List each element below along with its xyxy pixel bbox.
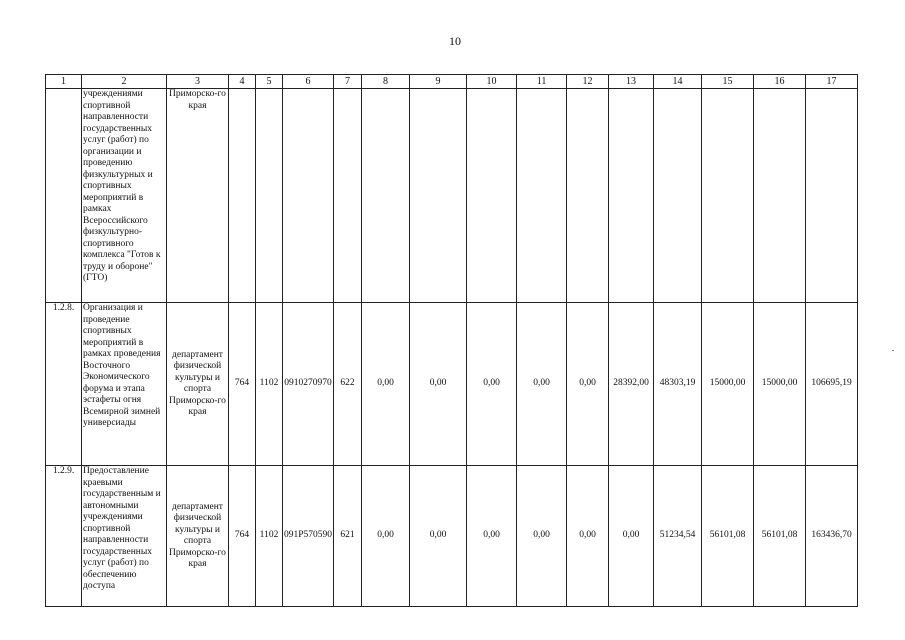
- scan-speck: [892, 350, 894, 351]
- header-cell: 4: [229, 75, 256, 89]
- budget-code-cell: 622: [334, 303, 362, 466]
- amount-cell: [410, 89, 467, 303]
- activity-name: Предоставление краевыми государственным и автономными учреждениями спортивной направленности государственных услуг (работ) по обеспечению доступа: [82, 466, 167, 607]
- header-cell: 9: [410, 75, 467, 89]
- amount-cell: 0,00: [517, 303, 567, 466]
- header-cell: 13: [609, 75, 654, 89]
- amount-cell: 56101,08: [702, 466, 754, 607]
- header-cell: 16: [754, 75, 806, 89]
- header-cell: 15: [702, 75, 754, 89]
- amount-cell: [362, 89, 410, 303]
- table-header-row: [46, 75, 858, 89]
- amount-cell: 56101,08: [754, 466, 806, 607]
- table-row: [46, 89, 858, 303]
- header-cell: 12: [567, 75, 609, 89]
- budget-code-cell: [283, 89, 334, 303]
- header-cell: 5: [256, 75, 283, 89]
- header-cell: 1: [46, 75, 82, 89]
- amount-cell: [609, 89, 654, 303]
- amount-cell: [517, 89, 567, 303]
- budget-table: [45, 74, 858, 607]
- amount-cell: 163436,70: [806, 466, 858, 607]
- amount-cell: [806, 89, 858, 303]
- amount-cell: 106695,19: [806, 303, 858, 466]
- budget-code-cell: [229, 89, 256, 303]
- amount-cell: [654, 89, 702, 303]
- budget-code-cell: 621: [334, 466, 362, 607]
- amount-cell: 0,00: [467, 466, 517, 607]
- header-cell: 8: [362, 75, 410, 89]
- budget-code-cell: [256, 89, 283, 303]
- executor: департамент физической культуры и спорта Приморско-го края: [167, 466, 229, 607]
- amount-cell: 0,00: [609, 466, 654, 607]
- activity-name: учреждениями спортивной направленности государственных услуг (работ) по организации и проведению физкультурных и спортивных мероприятий в рамках Всероссийского физкультурно-спортивного комплекса "Готов к труду и обороне" (ГТО): [82, 89, 167, 303]
- amount-cell: 0,00: [467, 303, 517, 466]
- header-cell: 11: [517, 75, 567, 89]
- budget-code-cell: 1102: [256, 303, 283, 466]
- amount-cell: 0,00: [567, 466, 609, 607]
- row-number: [46, 89, 82, 303]
- budget-code-cell: 1102: [256, 466, 283, 607]
- amount-cell: [567, 89, 609, 303]
- executor: Приморско-го края: [167, 89, 229, 303]
- amount-cell: 48303,19: [654, 303, 702, 466]
- activity-name: Организация и проведение спортивных мероприятий в рамках проведения Восточного Экономического форума и этапа эстафеты огня Всемирной зимней универсиады: [82, 303, 167, 466]
- header-cell: 6: [283, 75, 334, 89]
- amount-cell: 15000,00: [754, 303, 806, 466]
- header-cell: 14: [654, 75, 702, 89]
- amount-cell: 0,00: [567, 303, 609, 466]
- row-number: 1.2.8.: [46, 303, 82, 466]
- table-row: [46, 466, 858, 607]
- amount-cell: 0,00: [410, 303, 467, 466]
- executor: департамент физической культуры и спорта Приморско-го края: [167, 303, 229, 466]
- budget-code-cell: [334, 89, 362, 303]
- budget-code-cell: 0910270970: [283, 303, 334, 466]
- header-cell: 10: [467, 75, 517, 89]
- amount-cell: 28392,00: [609, 303, 654, 466]
- row-number: 1.2.9.: [46, 466, 82, 607]
- header-cell: 3: [167, 75, 229, 89]
- budget-code-cell: 764: [229, 466, 256, 607]
- header-cell: 2: [82, 75, 167, 89]
- page-number: 10: [449, 34, 461, 48]
- budget-code-cell: 764: [229, 303, 256, 466]
- amount-cell: 0,00: [410, 466, 467, 607]
- amount-cell: 0,00: [362, 466, 410, 607]
- header-cell: 7: [334, 75, 362, 89]
- amount-cell: 0,00: [362, 303, 410, 466]
- amount-cell: 0,00: [517, 466, 567, 607]
- table-row: [46, 303, 858, 466]
- header-cell: 17: [806, 75, 858, 89]
- amount-cell: 15000,00: [702, 303, 754, 466]
- amount-cell: [467, 89, 517, 303]
- amount-cell: [754, 89, 806, 303]
- amount-cell: [702, 89, 754, 303]
- budget-code-cell: 091Р570590: [283, 466, 334, 607]
- amount-cell: 51234,54: [654, 466, 702, 607]
